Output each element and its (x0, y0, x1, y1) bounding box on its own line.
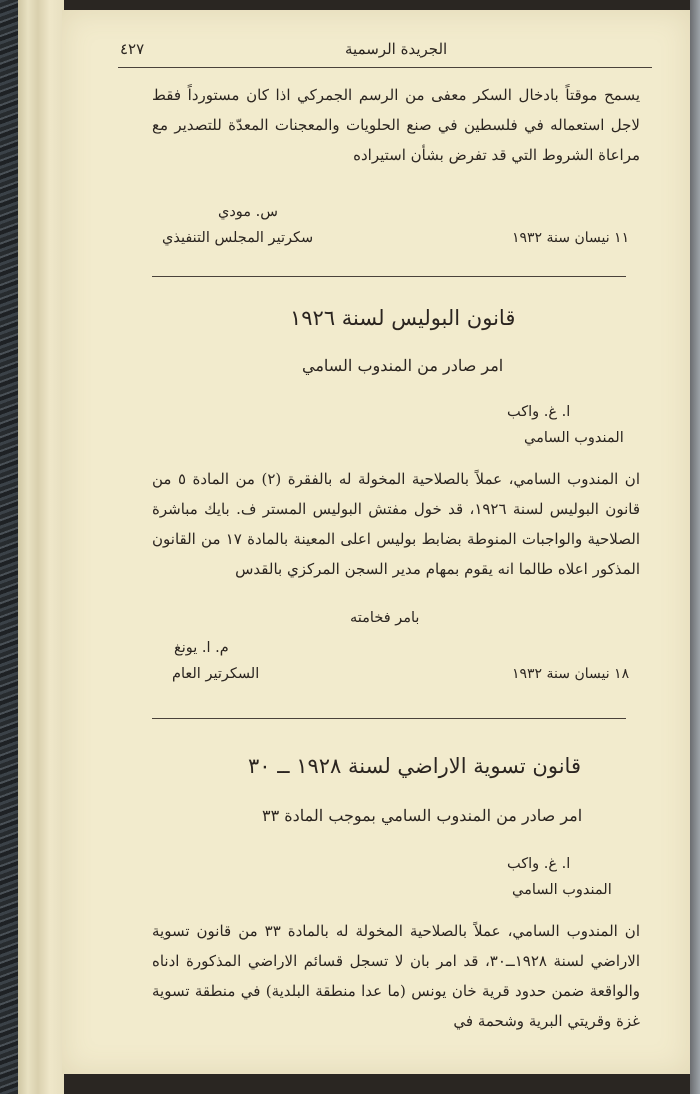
section3-title: قانون تسوية الاراضي لسنة ١٩٢٨ ــ ٣٠ (248, 754, 581, 778)
section2-issuer-name: ا. غ. واكب (507, 404, 571, 420)
section2-signatory-title: السكرتير العام (172, 666, 260, 682)
section2-signatory-name: م. ا. يونغ (174, 640, 229, 656)
running-title: الجريدة الرسمية (345, 40, 448, 58)
section2-title: قانون البوليس لسنة ١٩٢٦ (290, 306, 516, 330)
section2-subtitle: امر صادر من المندوب السامي (302, 356, 504, 375)
section-divider-1 (152, 276, 626, 277)
page-stack-edge (18, 0, 64, 1094)
section3-issuer-title: المندوب السامي (512, 882, 612, 898)
section1-paragraph: يسمح موقتاً بادخال السكر معفى من الرسم الجمركي اذا كان مستورداً فقط لاجل استعماله في فلسطين في صنع الحلويات والمعجنات المعدّة للتصدير مع مراعاة الشروط التي قد تفرض بشأن استيراده (152, 86, 640, 164)
section2-paragraph: ان المندوب السامي، عملاً بالصلاحية المخولة له بالفقرة (٢) من المادة ٥ من قانون البوليس لسنة ١٩٢٦، قد خول مفتش البوليس المستر ف. بايك مباشرة الصلاحية والواجبات المنوطة بضابط بوليس اعلى المعينة بالمادة ١٧ من القانون المذكور اعلاه طالما انه يقوم بمهام مدير السجن المركزي بالقدس (152, 470, 641, 578)
section1-signatory-title: سكرتير المجلس التنفيذي (162, 230, 314, 246)
header-rule (118, 67, 652, 68)
book-cover-edge (690, 0, 700, 1094)
section1-date: ١١ نيسان سنة ١٩٣٢ (512, 230, 630, 246)
section-divider-2 (152, 718, 626, 719)
section2-by-order: بامر فخامته (350, 610, 420, 626)
section2-issuer-title: المندوب السامي (524, 430, 624, 446)
section2-date: ١٨ نيسان سنة ١٩٣٢ (512, 666, 630, 682)
section3-issuer-name: ا. غ. واكب (507, 856, 571, 872)
section3-paragraph: ان المندوب السامي، عملاً بالصلاحية المخولة له بالمادة ٣٣ من قانون تسوية الاراضي لسنة ١٩٢٨ــ٣٠، قد امر بان لا تسجل قسائم الاراضي المذكورة ادناه والواقعة ضمن حدود قرية خان يونس (ما عدا منطقة البلدية) في منطقة تسوية غزة وقريتي البرية وشحمة في (152, 922, 640, 1030)
gazette-page (62, 10, 690, 1074)
section3-subtitle: امر صادر من المندوب السامي بموجب المادة ٣٣ (262, 806, 583, 825)
page-number: ٤٢٧ (120, 40, 145, 58)
section1-signatory-name: س. مودي (218, 204, 278, 220)
